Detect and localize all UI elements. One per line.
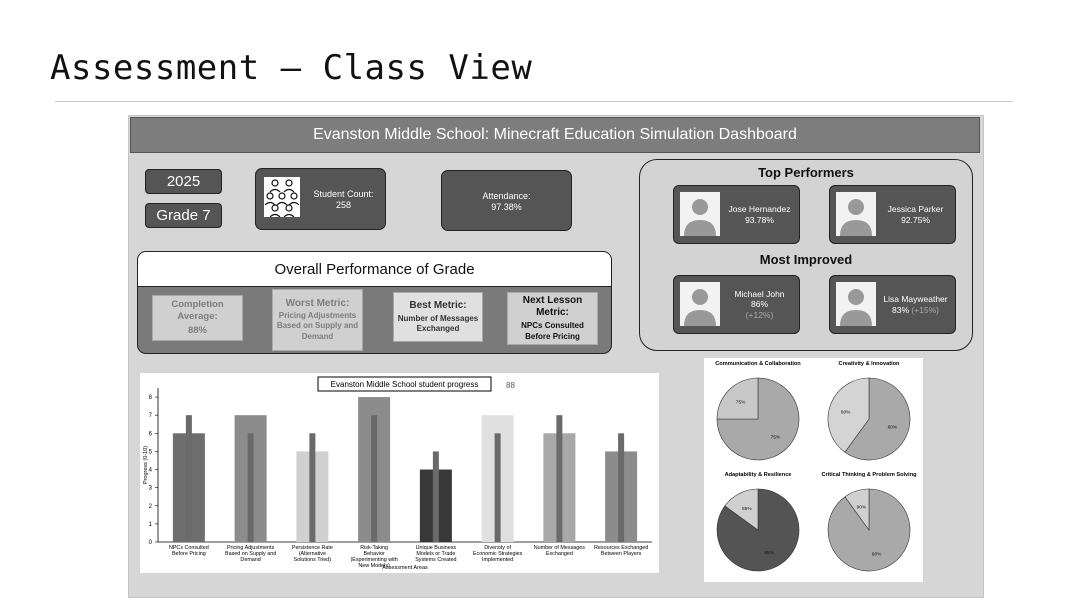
pie-slice-label: 90% — [871, 552, 882, 558]
dashboard-banner: Evanston Middle School: Minecraft Education Simulation Dashboard — [130, 117, 980, 153]
bar-overlay — [495, 433, 501, 542]
avatar-icon — [836, 192, 876, 236]
y-tick-label: 7 — [148, 413, 152, 420]
improved-score: 83% — [891, 304, 909, 315]
bar-overlay — [371, 415, 377, 542]
x-tick-label: NPCs Consulted Before Pricing — [168, 545, 209, 557]
improved-name: Michael John — [734, 288, 785, 299]
y-tick-label: 8 — [148, 395, 152, 402]
performer-name: Jose Hernandez — [728, 204, 791, 214]
y-tick-label: 0 — [148, 540, 152, 546]
best-label: Best Metric: — [409, 299, 467, 311]
pie-slice-label: 60% — [840, 410, 851, 416]
bar-overlay — [433, 451, 439, 542]
avatar-icon — [680, 282, 720, 326]
y-tick-label: 4 — [148, 467, 152, 474]
student-count-value: 258 — [335, 200, 352, 210]
slide-title: Assessment – Class View — [50, 48, 533, 88]
pie-slice-label: 85% — [764, 550, 774, 556]
next-lesson-metric — [507, 292, 598, 345]
best-value: Number of Messages Exchanged — [397, 313, 479, 333]
worst-label: Worst Metric: — [285, 297, 350, 309]
pie-title: Critical Thinking & Problem Solving — [821, 472, 917, 478]
student-count-card — [255, 168, 386, 230]
improved-change: (+15%) — [911, 304, 940, 315]
next-value: NPCs Consulted Before Pricing — [521, 321, 584, 341]
improved-name: Lisa Mayweather — [883, 294, 948, 304]
pie-title: Communication & Collaboration — [715, 361, 801, 367]
student-count-label: Student Count: — [313, 189, 374, 199]
y-tick-label: 6 — [148, 431, 152, 438]
attendance-value: 97.38% — [491, 202, 522, 212]
improved-card — [829, 275, 956, 334]
pie-slice — [717, 378, 758, 419]
year-badge: 2025 — [145, 169, 222, 194]
title-divider — [55, 101, 1013, 102]
chart-title: Evanston Middle School student progress — [330, 380, 479, 389]
avatar-icon — [836, 282, 876, 326]
x-tick-label: Diversity of Economic Strategies Implemented — [472, 545, 523, 563]
x-tick-label: Number of Messages Exchanged — [533, 545, 585, 557]
top-performers-panel — [639, 159, 973, 351]
bar-overlay — [618, 433, 624, 542]
skills-pie-panel — [704, 358, 923, 582]
performer-card — [673, 185, 800, 244]
best-metric — [393, 292, 483, 342]
grade-badge: Grade 7 — [145, 203, 222, 228]
avatar-icon — [680, 192, 720, 236]
pie-slice-label: 90% — [856, 505, 867, 511]
performer-score: 92.75% — [901, 214, 930, 225]
pie-slice-label: 75% — [735, 400, 746, 406]
y-axis-label: Progress (0-10) — [143, 445, 149, 485]
y-tick-label: 2 — [148, 503, 152, 510]
y-tick-label: 5 — [148, 449, 152, 456]
completion-label: Completion Average: — [171, 299, 224, 322]
overall-performance-panel — [137, 251, 612, 354]
pie-title: Creativity & Innovation — [838, 361, 900, 367]
y-tick-label: 3 — [148, 485, 152, 492]
skills-pie-charts — [704, 358, 923, 582]
progress-bar-chart — [140, 373, 659, 573]
improved-change: (+12%) — [745, 309, 774, 320]
x-axis-label: Assessment Areas — [382, 565, 428, 571]
worst-value: Pricing Adjustments Based on Supply and Demand — [276, 310, 359, 341]
bar-overlay — [248, 433, 254, 542]
most-improved-title: Most Improved — [759, 252, 853, 267]
students-icon — [264, 177, 300, 217]
bar-overlay — [309, 433, 315, 542]
chart-annotation: 88 — [506, 381, 515, 390]
progress-chart-panel — [140, 373, 659, 573]
x-tick-label: Pricing Adjustments Based on Supply and Demand — [224, 545, 277, 563]
attendance-card — [441, 170, 572, 231]
pie-slice-label: 75% — [770, 435, 781, 441]
pie-slice-label: 60% — [887, 425, 898, 431]
bar-overlay — [186, 415, 192, 542]
x-tick-label: Risk-Taking Behavior (Experimenting with New Models) — [350, 545, 398, 569]
x-tick-label: Unique Business Models or Trade Systems Created — [415, 545, 457, 563]
completion-value: 88% — [187, 325, 207, 336]
y-tick-label: 1 — [148, 521, 152, 528]
x-tick-label: Persistence Rate (Alternative Solutions Tried) — [291, 545, 333, 563]
pie-title: Adaptability & Resilience — [724, 472, 792, 478]
improved-card — [673, 275, 800, 334]
performer-score: 93.78% — [745, 214, 774, 225]
performer-card — [829, 185, 956, 244]
bar-overlay — [556, 415, 562, 542]
attendance-label: Attendance: — [482, 191, 531, 201]
improved-score: 86% — [750, 299, 768, 310]
x-tick-label: Resources Exchanged Between Players — [594, 545, 649, 557]
completion-metric — [152, 295, 243, 341]
pie-slice-label: 85% — [742, 507, 752, 513]
performer-name: Jessica Parker — [887, 204, 944, 214]
overall-performance-title: Overall Performance of Grade — [138, 252, 611, 287]
top-performers-title: Top Performers — [758, 165, 854, 180]
worst-metric — [272, 289, 363, 351]
next-label: Next Lesson Metric: — [522, 295, 583, 318]
